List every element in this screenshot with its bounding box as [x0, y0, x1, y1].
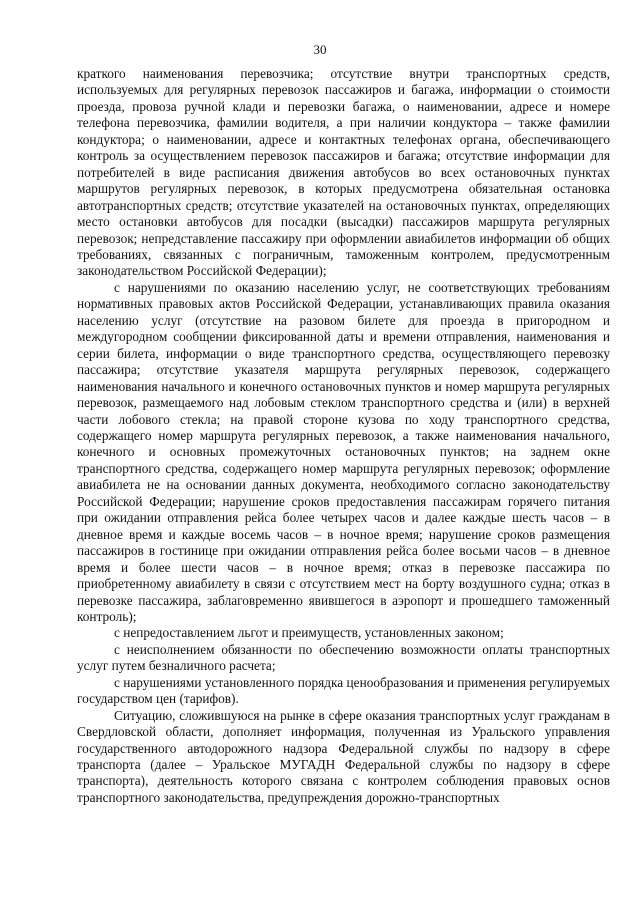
paragraph-5: с нарушениями установленного порядка ценообразования и применения регулируемых государством цен (тарифов).: [77, 674, 610, 707]
paragraph-3: с непредоставлением льгот и преимуществ, установленных законом;: [114, 625, 504, 641]
paragraph-4: с неисполнением обязанности по обеспечению возможности оплаты транспортных услуг путем безналичного расчета;: [77, 641, 610, 674]
paragraph-6: Ситуацию, сложившуюся на рынке в сфере оказания транспортных услуг гражданам в Свердловской области, дополняет информация, полученная из Уральского управления государственного автодорожного надзора Федеральной службы по надзору в сфере транспорта (далее – Уральское МУГАДН Федеральной службы по надзору в сфере транспорта), деятельность которого связана с контролем соблюдения правовых основ транспортного законодательства, предупреждения дорожно-транспортных: [77, 707, 610, 805]
paragraph-1: краткого наименования перевозчика; отсутствие внутри транспортных средств, используемых для регулярных перевозок пассажиров и багажа, информации о стоимости проезда, провоза ручной клади и перевозки багажа, о наименовании, адресе и номере телефона перевозчика, фамилии водителя, а при наличии кондуктора – также фамилии кондуктора; о наименовании, адресе и контактных телефонах органа, обеспечивающего контроль за осуществлением перевозок пассажиров и багажа; отсутствие информации для потребителей в виде расписания движения автобусов во всех остановочных пунктах маршрутов регулярных перевозок, в которых предусмотрена обязательная остановка автотранспортных средств; отсутствие указателей на остановочных пунктах, определяющих место остановки автобусов для посадки (высадки) пассажиров маршрута регулярных перевозок; непредставление пассажиру при оформлении авиабилетов информации об общих требованиях, связанных с пограничным, таможенным контролем, предусмотренным законодательством Российской Федерации);: [77, 66, 610, 279]
paragraph-2: с нарушениями по оказанию населению услуг, не соответствующих требованиям нормативных правовых актов Российской Федерации, устанавливающих правила оказания населению услуг (отсутствие на разовом билете для проезда в пригородном и междугородном сообщении фиксированной даты и времени отправления, наименования и серии билета, информации о виде транспортного средства, осуществляющего перевозку пассажира; отсутствие указателя маршрута регулярных перевозок, содержащего наименования начального и конечного остановочных пунктов и номер маршрута регулярных перевозок, размещаемого над лобовым стеклом транспортного средства и (или) в верхней части лобового стекла; на правой стороне кузова по ходу транспортного средства, содержащего номер маршрута регулярных перевозок, а также наименования начального, конечного и основных промежуточных остановочных пунктов; на заднем окне транспортного средства, содержащего номер маршрута регулярных перевозок; оформление авиабилета не на основании данных документа, необходимого согласно законодательству Российской Федерации; нарушение сроков предоставления пассажирам горячего питания при ожидании отправления рейса более четырех часов и далее каждые шесть часов – в дневное время и каждые восемь часов – в ночное время; нарушение сроков размещения пассажиров в гостинице при ожидании отправления рейса более восьми часов – в дневное время и более шести часов – в ночное время; отказ в перевозке пассажира по приобретенному авиабилету в связи с отсутствием мест на борту воздушного судна; отказ в перевозке пассажира, заблаговременно явившегося в аэропорт и прошедшего таможенный контроль);: [77, 279, 610, 624]
document-body: [77, 66, 610, 806]
page-number: 30: [313, 42, 327, 57]
